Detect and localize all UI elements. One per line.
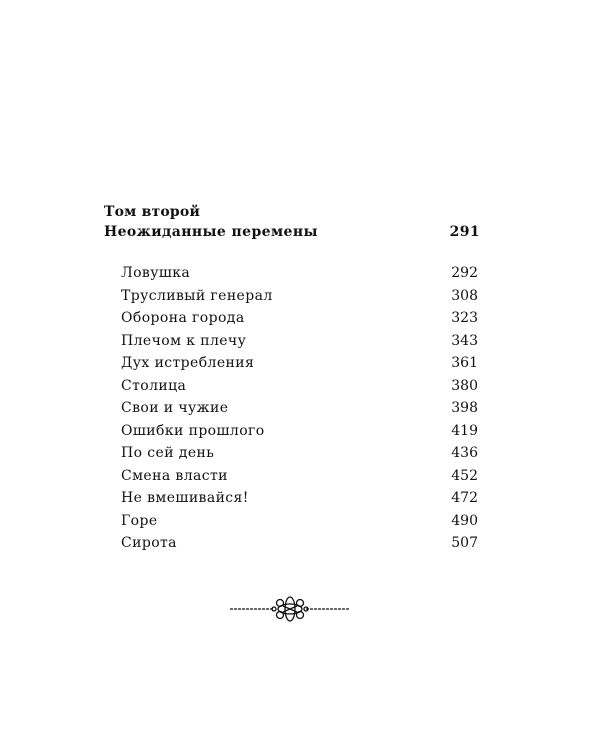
- chapter-page-number: 323: [451, 310, 478, 326]
- chapter-page-number: 398: [451, 400, 478, 416]
- toc-entry: [121, 532, 478, 555]
- toc-entry: [121, 352, 478, 375]
- chapter-title: Трусливый генерал: [121, 287, 273, 304]
- toc-entry: [121, 285, 478, 308]
- part-heading-row: [104, 224, 480, 240]
- chapter-page-number: 419: [451, 422, 478, 439]
- toc-entry: [121, 442, 478, 465]
- chapter-title: Сирота: [121, 535, 177, 551]
- chapter-title: Горе: [121, 512, 158, 529]
- chapter-page-number: 472: [451, 490, 478, 506]
- chapter-title: Ловушка: [121, 265, 191, 281]
- chapter-title: Смена власти: [121, 467, 228, 484]
- chapter-title: По сей день: [121, 445, 215, 461]
- toc-entry: [121, 262, 478, 285]
- toc-entry: [121, 510, 478, 533]
- toc-entry: [121, 465, 478, 488]
- toc-entry: [121, 375, 478, 398]
- chapter-page-number: 490: [451, 512, 478, 529]
- toc-entry: [121, 420, 478, 443]
- toc-entry: [121, 397, 478, 420]
- part-title: Неожиданные перемены: [104, 224, 318, 240]
- chapter-page-number: 361: [451, 355, 478, 371]
- chapter-title: Плечом к плечу: [121, 332, 247, 349]
- chapter-page-number: 507: [451, 535, 478, 551]
- endless-knot-icon: [230, 595, 350, 623]
- toc-entry: [121, 487, 478, 510]
- chapter-page-number: 308: [451, 287, 478, 304]
- chapter-page-number: 292: [451, 265, 478, 281]
- chapter-list: [121, 262, 478, 555]
- chapter-title: Ошибки прошлого: [121, 422, 265, 439]
- part-page-number: 291: [449, 224, 480, 240]
- chapter-title: Свои и чужие: [121, 400, 229, 416]
- chapter-page-number: 343: [451, 332, 478, 349]
- chapter-title: Столица: [121, 377, 187, 394]
- chapter-page-number: 436: [451, 445, 478, 461]
- toc-entry: [121, 307, 478, 330]
- chapter-title: Дух истребления: [121, 355, 255, 371]
- volume-title: Том второй: [104, 204, 201, 220]
- chapter-title: Оборона города: [121, 310, 245, 326]
- chapter-page-number: 452: [451, 467, 478, 484]
- chapter-title: Не вмешивайся!: [121, 490, 249, 506]
- chapter-page-number: 380: [451, 377, 478, 394]
- toc-entry: [121, 330, 478, 353]
